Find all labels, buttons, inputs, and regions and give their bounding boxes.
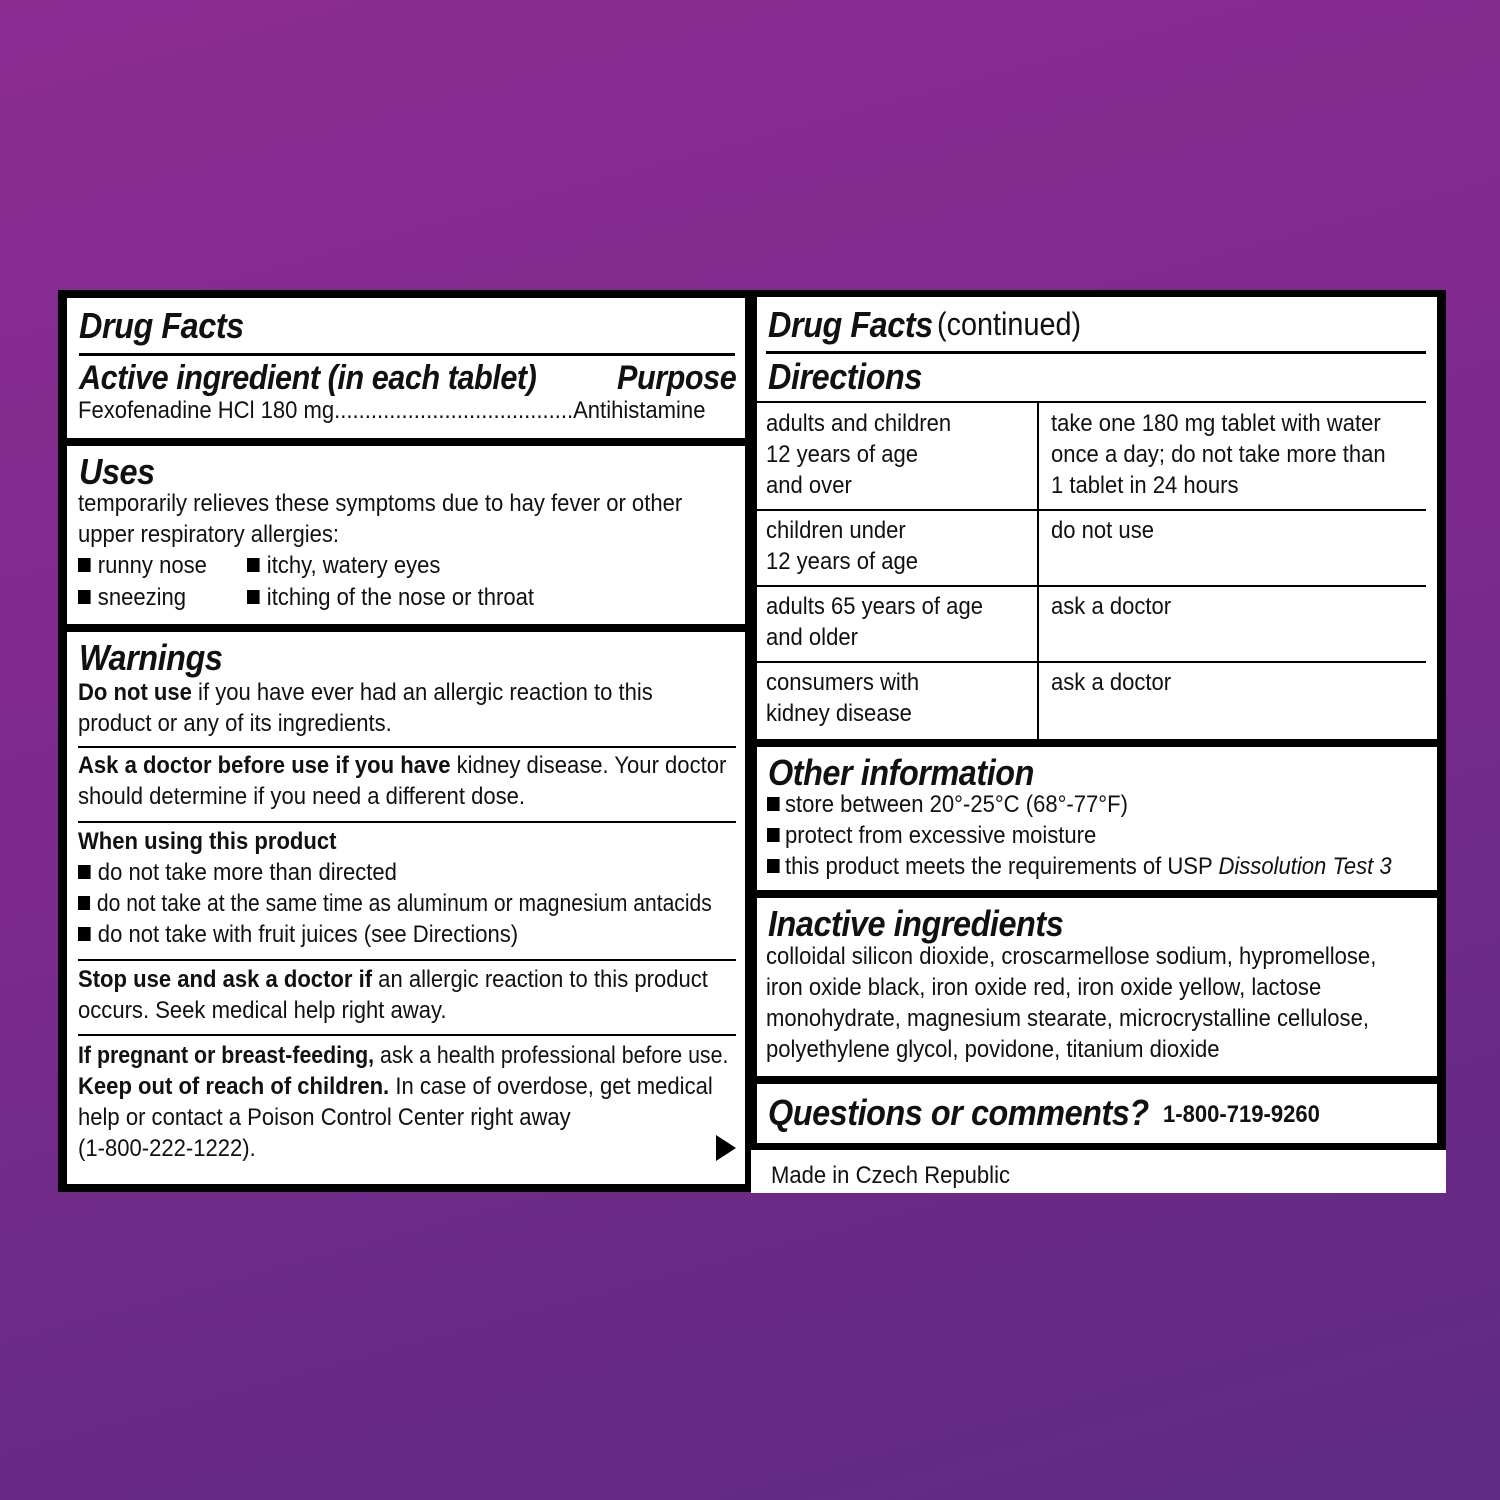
square-bullet-icon bbox=[767, 797, 780, 811]
directions-box bbox=[757, 297, 1437, 739]
continued-title-rule bbox=[766, 351, 1426, 354]
square-bullet-icon bbox=[767, 859, 780, 873]
made-in-text: Made in Czech Republic bbox=[771, 1162, 1011, 1189]
inactive-ingredients-box bbox=[757, 898, 1437, 1076]
when-using-bullet-2: do not take at the same time as aluminum or magnesium antacids bbox=[78, 888, 712, 919]
keep-out-line2: help or contact a Poison Control Center right away bbox=[78, 1104, 571, 1131]
warnings-rule-4 bbox=[78, 1034, 736, 1036]
directions-row2-who-1: children under bbox=[766, 517, 906, 544]
when-using-bullet-1: do not take more than directed bbox=[78, 857, 397, 888]
directions-row1-what-2: once a day; do not take more than bbox=[1051, 441, 1386, 468]
uses-bullet-runny-nose: runny nose bbox=[78, 550, 207, 581]
purpose-heading: Purpose bbox=[617, 359, 737, 397]
directions-row2-who-2: 12 years of age bbox=[766, 548, 919, 575]
do-not-use-line2: product or any of its ingredients. bbox=[78, 710, 392, 737]
active-ingredient-box bbox=[67, 298, 745, 438]
made-in-strip bbox=[751, 1150, 1446, 1193]
warnings-heading: Warnings bbox=[79, 637, 223, 678]
uses-bullet-itching-throat: itching of the nose or throat bbox=[247, 582, 534, 613]
active-ingredient-line: Fexofenadine HCl 180 mg.......................................Antihistamine bbox=[78, 397, 706, 424]
warnings-rule-2 bbox=[78, 821, 736, 823]
uses-bullet-sneezing: sneezing bbox=[78, 582, 186, 613]
other-bullet-usp: this product meets the requirements of USP Dissolution Test 3 bbox=[767, 851, 1392, 882]
inactive-line4: polyethylene glycol, povidone, titanium dioxide bbox=[766, 1036, 1220, 1063]
square-bullet-icon bbox=[247, 558, 260, 572]
other-information-heading: Other information bbox=[768, 752, 1034, 793]
directions-row1-who-1: adults and children bbox=[766, 410, 952, 437]
other-information-box bbox=[757, 747, 1437, 890]
square-bullet-icon bbox=[78, 896, 90, 910]
directions-row1-who-3: and over bbox=[766, 472, 852, 499]
questions-line bbox=[768, 1092, 1337, 1133]
inactive-line3: monohydrate, magnesium stearate, microcrystalline cellulose, bbox=[766, 1005, 1369, 1032]
inactive-ingredients-heading: Inactive ingredients bbox=[768, 903, 1064, 944]
ask-doctor-line2: should determine if you need a different dose. bbox=[78, 783, 526, 810]
keep-out-line3: (1-800-222-1222). bbox=[78, 1135, 256, 1162]
stop-use-line2: occurs. Seek medical help right away. bbox=[78, 997, 447, 1024]
directions-row4-who-2: kidney disease bbox=[766, 700, 912, 727]
directions-rule-2 bbox=[757, 585, 1426, 587]
directions-heading: Directions bbox=[768, 356, 922, 397]
directions-row3-who-1: adults 65 years of age bbox=[766, 593, 983, 620]
do-not-use-line1: Do not use if you have ever had an allergic reaction to this bbox=[78, 679, 653, 706]
questions-box bbox=[757, 1084, 1437, 1143]
uses-text-line2: upper respiratory allergies: bbox=[78, 521, 340, 548]
warnings-rule-1 bbox=[78, 746, 736, 748]
square-bullet-icon bbox=[247, 590, 260, 604]
play-triangle-icon bbox=[716, 1135, 736, 1161]
warnings-box bbox=[67, 632, 745, 1184]
inactive-line1: colloidal silicon dioxide, croscarmellose sodium, hypromellose, bbox=[766, 943, 1377, 970]
square-bullet-icon bbox=[78, 558, 91, 572]
uses-text-line1: temporarily relieves these symptoms due to hay fever or other bbox=[78, 490, 683, 517]
square-bullet-icon bbox=[78, 590, 91, 604]
drug-facts-continued-title: Drug Facts(continued) bbox=[768, 304, 1082, 345]
other-bullet-moisture: protect from excessive moisture bbox=[767, 820, 1096, 851]
questions-heading: Questions or comments? bbox=[768, 1092, 1149, 1133]
square-bullet-icon bbox=[78, 927, 91, 941]
square-bullet-icon bbox=[78, 865, 91, 879]
directions-rule-1 bbox=[757, 509, 1426, 511]
uses-bullet-itchy-eyes: itchy, watery eyes bbox=[247, 550, 440, 581]
questions-phone: 1-800-719-9260 bbox=[1163, 1101, 1321, 1128]
directions-column-divider bbox=[1037, 401, 1039, 739]
drug-facts-title: Drug Facts bbox=[79, 305, 244, 346]
directions-row3-what-1: ask a doctor bbox=[1051, 593, 1172, 620]
stop-use-line1: Stop use and ask a doctor if an allergic reaction to this product bbox=[78, 966, 708, 993]
keep-out-line1: Keep out of reach of children. In case of overdose, get medical bbox=[78, 1073, 713, 1100]
directions-row2-what-1: do not use bbox=[1051, 517, 1154, 544]
inactive-line2: iron oxide black, iron oxide red, iron oxide yellow, lactose bbox=[766, 974, 1322, 1001]
directions-rule-top bbox=[757, 401, 1426, 403]
directions-row1-what-3: 1 tablet in 24 hours bbox=[1051, 472, 1239, 499]
directions-rule-3 bbox=[757, 661, 1426, 663]
directions-row1-who-2: 12 years of age bbox=[766, 441, 919, 468]
directions-row4-who-1: consumers with bbox=[766, 669, 920, 696]
when-using-bullet-3: do not take with fruit juices (see Directions) bbox=[78, 919, 518, 950]
ask-doctor-line1: Ask a doctor before use if you have kidney disease. Your doctor bbox=[78, 752, 727, 779]
uses-heading: Uses bbox=[79, 451, 155, 492]
square-bullet-icon bbox=[767, 828, 780, 842]
title-rule bbox=[79, 353, 735, 356]
directions-row1-what-1: take one 180 mg tablet with water bbox=[1051, 410, 1381, 437]
pregnant-line: If pregnant or breast-feeding, ask a health professional before use. bbox=[78, 1042, 729, 1069]
active-ingredient-heading: Active ingredient (in each tablet) bbox=[79, 359, 537, 397]
directions-row3-who-2: and older bbox=[766, 624, 858, 651]
other-bullet-store: store between 20°-25°C (68°-77°F) bbox=[767, 789, 1128, 820]
when-using-heading: When using this product bbox=[78, 828, 337, 855]
warnings-rule-3 bbox=[78, 959, 736, 961]
directions-row4-what-1: ask a doctor bbox=[1051, 669, 1172, 696]
uses-box bbox=[67, 446, 745, 624]
